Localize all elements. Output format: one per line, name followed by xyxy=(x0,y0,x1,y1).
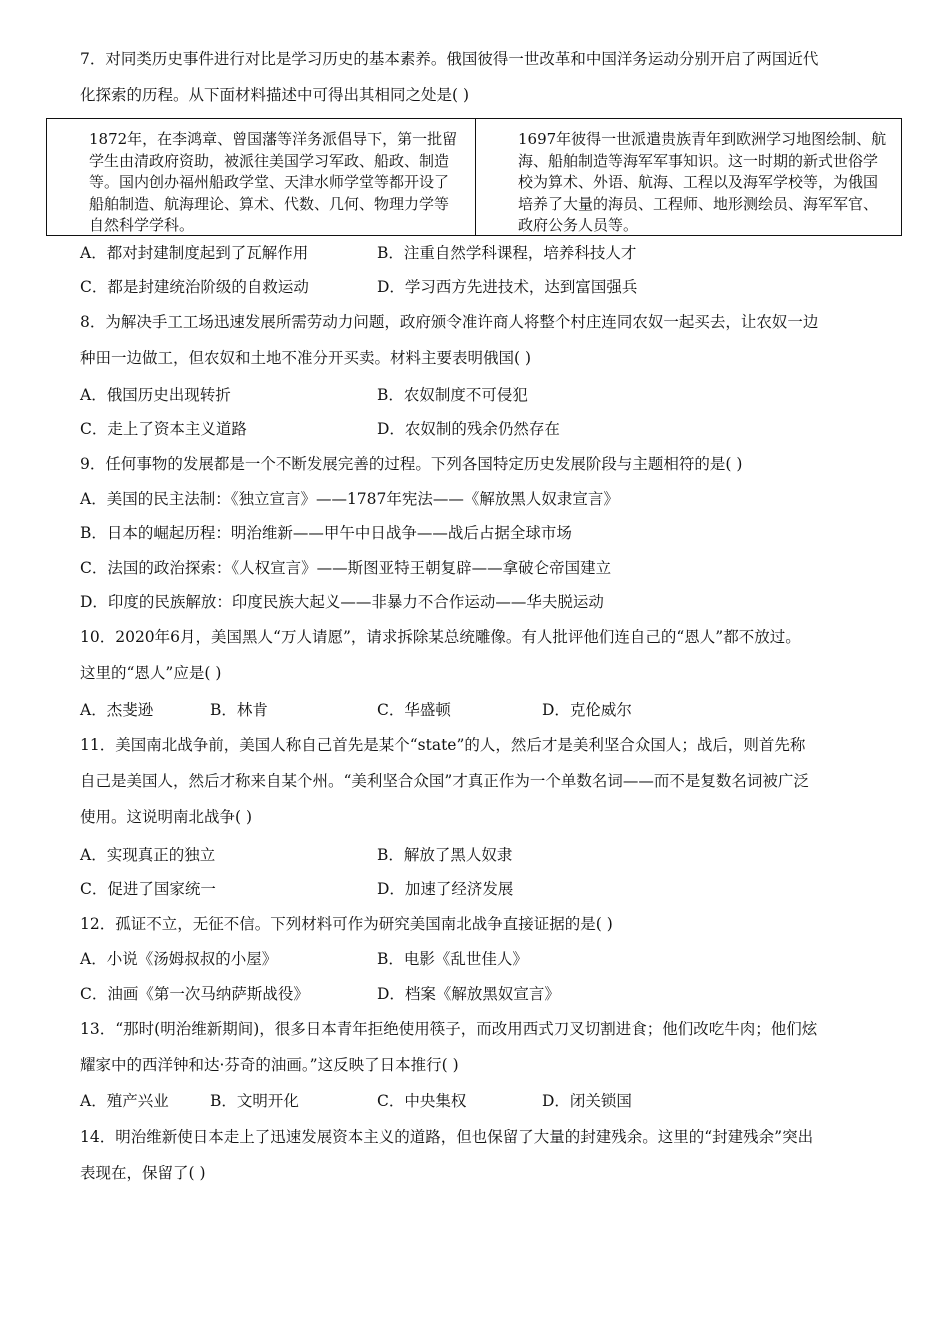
q7-option-b: B．注重自然学科课程，培养科技人才 xyxy=(377,244,637,262)
q9-option-c: C．法国的政治探索：《人权宣言》——斯图亚特王朝复辟——拿破仑帝国建立 xyxy=(80,559,612,577)
q12-option-c: C．油画《第一次马纳萨斯战役》 xyxy=(80,985,309,1003)
q12-option-a: A．小说《汤姆叔叔的小屋》 xyxy=(80,950,278,968)
q11-option-d: D．加速了经济发展 xyxy=(377,880,514,898)
q9-stem: 9．任何事物的发展都是一个不断发展完善的过程。下列各国特定历史发展阶段与主题相符的是( ) xyxy=(80,455,743,473)
q13-stem-cont: 耀家中的西洋钟和达·芬奇的油画。”这反映了日本推行( ) xyxy=(80,1056,459,1074)
q9-option-d: D．印度的民族解放：印度民族大起义——非暴力不合作运动——华夫脱运动 xyxy=(80,593,604,611)
q13-stem: 13．“那时(明治维新期间)，很多日本青年拒绝使用筷子，而改用西式刀叉切割进食；他们改吃牛肉；他们炫 xyxy=(80,1020,818,1038)
q10-option-a: A．杰斐逊 xyxy=(80,701,154,719)
q7-stem-cont: 化探索的历程。从下面材料描述中可得出其相同之处是( ) xyxy=(80,86,470,104)
q11-stem: 11．美国南北战争前，美国人称自己首先是某个“state”的人，然后才是美利坚合众国人；战后，则首先称 xyxy=(80,736,806,754)
q8-option-b: B．农奴制度不可侵犯 xyxy=(377,386,528,404)
q13-option-c: C．中央集权 xyxy=(377,1092,467,1110)
q7-material-russia: 1697年彼得一世派遣贵族青年到欧洲学习地图绘制、航海、船舶制造等海军军事知识。这一时期的新式世俗学校为算术、外语、航海、工程以及海军学校等，为俄国培养了大量的海员、工程师、地形测绘员、海军军官、政府公务人员等。 xyxy=(518,130,887,234)
q10-option-b: B．林肯 xyxy=(210,701,268,719)
q7-option-a: A．都对封建制度起到了瓦解作用 xyxy=(80,244,309,262)
q12-option-b: B．电影《乱世佳人》 xyxy=(377,950,528,968)
q8-stem-cont: 种田一边做工，但农奴和土地不准分开买卖。材料主要表明俄国( ) xyxy=(80,349,532,367)
q8-option-c: C．走上了资本主义道路 xyxy=(80,420,247,438)
q14-stem-cont: 表现在，保留了( ) xyxy=(80,1164,206,1182)
q13-option-a: A．殖产兴业 xyxy=(80,1092,169,1110)
q11-stem-cont2: 使用。这说明南北战争( ) xyxy=(80,808,253,826)
q7-material-china: 1872年，在李鸿章、曾国藩等洋务派倡导下，第一批留学生由清政府资助，被派往美国学习军政、船政、制造等。国内创办福州船政学堂、天津水师学堂等都开设了船舶制造、航海理论、算术、代数、几何、物理力学等自然科学学科。 xyxy=(47,119,476,235)
q10-stem: 10．2020年6月，美国黑人“万人请愿”，请求拆除某总统雕像。有人批评他们连自己的“恩人”都不放过。 xyxy=(80,628,801,646)
q11-stem-cont: 自己是美国人，然后才称来自某个州。“美利坚合众国”才真正作为一个单数名词——而不是复数名词被广泛 xyxy=(80,772,809,790)
q10-option-d: D．克伦威尔 xyxy=(542,701,632,719)
q11-option-a: A．实现真正的独立 xyxy=(80,846,216,864)
q7-stem: 7．对同类历史事件进行对比是学习历史的基本素养。俄国彼得一世改革和中国洋务运动分别开启了两国近代 xyxy=(80,50,819,68)
q12-option-d: D．档案《解放黑奴宣言》 xyxy=(377,985,560,1003)
q7-material-table xyxy=(46,118,902,236)
q13-option-d: D．闭关锁国 xyxy=(542,1092,632,1110)
q9-option-b: B．日本的崛起历程：明治维新——甲午中日战争——战后占据全球市场 xyxy=(80,524,572,542)
q8-option-a: A．俄国历史出现转折 xyxy=(80,386,231,404)
q11-option-b: B．解放了黑人奴隶 xyxy=(377,846,513,864)
q8-option-d: D．农奴制的残余仍然存在 xyxy=(377,420,560,438)
q10-stem-cont: 这里的“恩人”应是( ) xyxy=(80,664,222,682)
q7-option-c: C．都是封建统治阶级的自救运动 xyxy=(80,278,309,296)
q11-option-c: C．促进了国家统一 xyxy=(80,880,216,898)
q14-stem: 14．明治维新使日本走上了迅速发展资本主义的道路，但也保留了大量的封建残余。这里的“封建残余”突出 xyxy=(80,1128,814,1146)
q10-option-c: C．华盛顿 xyxy=(377,701,451,719)
q9-option-a: A．美国的民主法制：《独立宣言》——1787年宪法——《解放黑人奴隶宣言》 xyxy=(80,490,619,508)
q12-stem: 12．孤证不立，无征不信。下列材料可作为研究美国南北战争直接证据的是( ) xyxy=(80,915,613,933)
q13-option-b: B．文明开化 xyxy=(210,1092,299,1110)
q7-option-d: D．学习西方先进技术，达到富国强兵 xyxy=(377,278,638,296)
q8-stem: 8．为解决手工工场迅速发展所需劳动力问题，政府颁令准许商人将整个村庄连同农奴一起买去，让农奴一边 xyxy=(80,313,819,331)
